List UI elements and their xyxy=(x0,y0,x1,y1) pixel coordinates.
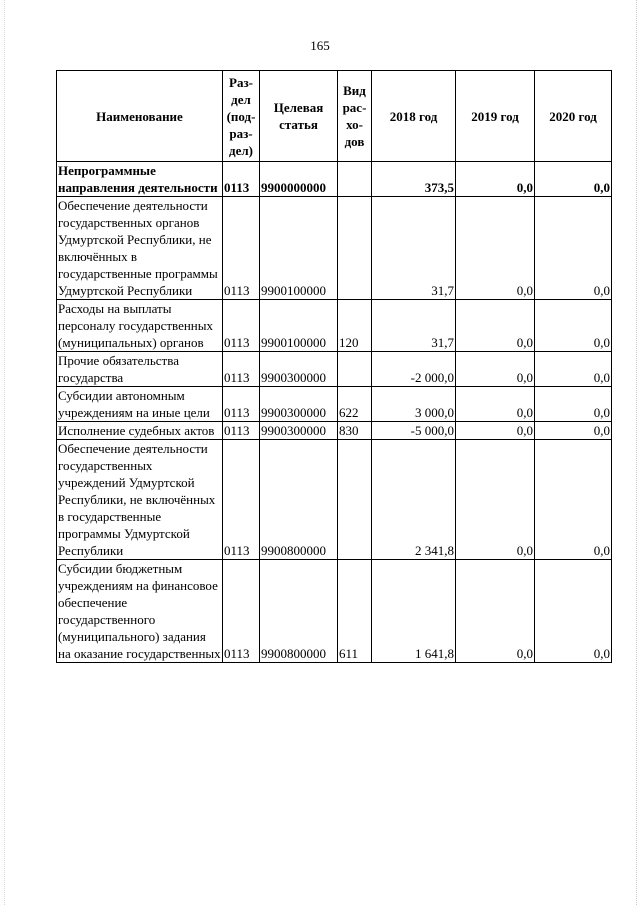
row-target: 9900100000 xyxy=(260,197,338,300)
row-2018: 2 341,8 xyxy=(372,440,456,560)
row-name: Непрограммные направления деятельности xyxy=(57,162,223,197)
row-target: 9900100000 xyxy=(260,300,338,352)
row-2018: 31,7 xyxy=(372,300,456,352)
row-type: 622 xyxy=(338,387,372,422)
row-name: Обеспечение деятельности государственных органов Удмуртской Республики, не включённых в государственные программы Удмуртской Республики xyxy=(57,197,223,300)
row-2018: -2 000,0 xyxy=(372,352,456,387)
row-target: 9900800000 xyxy=(260,560,338,663)
table-header-row xyxy=(57,71,612,162)
header-expense-type: Вид рас- хо- дов xyxy=(338,71,372,162)
table-row xyxy=(57,560,612,663)
header-target: Целевая статья xyxy=(260,71,338,162)
row-section: 0113 xyxy=(223,162,260,197)
header-2018: 2018 год xyxy=(372,71,456,162)
row-2018: 1 641,8 xyxy=(372,560,456,663)
row-2018: 31,7 xyxy=(372,197,456,300)
row-section: 0113 xyxy=(223,197,260,300)
row-section: 0113 xyxy=(223,560,260,663)
table-row xyxy=(57,387,612,422)
row-2020: 0,0 xyxy=(535,197,612,300)
scan-edge-left xyxy=(4,0,6,905)
row-2019: 0,0 xyxy=(456,162,535,197)
table-row xyxy=(57,422,612,440)
row-type xyxy=(338,197,372,300)
budget-table xyxy=(56,70,612,663)
table-row xyxy=(57,352,612,387)
page-number: 165 xyxy=(310,38,330,53)
row-type: 120 xyxy=(338,300,372,352)
row-type xyxy=(338,352,372,387)
row-name: Прочие обязательства государства xyxy=(57,352,223,387)
row-type: 830 xyxy=(338,422,372,440)
row-section: 0113 xyxy=(223,300,260,352)
row-type xyxy=(338,162,372,197)
header-section: Раз- дел (под- раз- дел) xyxy=(223,71,260,162)
row-name: Субсидии бюджетным учреждениям на финансовое обеспечение государственного (муниципального) задания на оказание государственных xyxy=(58,561,221,661)
row-2019: 0,0 xyxy=(456,422,535,440)
table-row xyxy=(57,162,612,197)
row-section: 0113 xyxy=(223,387,260,422)
row-target: 9900300000 xyxy=(260,422,338,440)
row-2019: 0,0 xyxy=(456,352,535,387)
row-type: 611 xyxy=(338,560,372,663)
row-2018: 3 000,0 xyxy=(372,387,456,422)
header-2019: 2019 год xyxy=(456,71,535,162)
row-2020: 0,0 xyxy=(535,300,612,352)
scan-edge-right xyxy=(635,0,637,905)
row-2020: 0,0 xyxy=(535,440,612,560)
row-target: 9900300000 xyxy=(260,387,338,422)
header-name: Наименование xyxy=(57,71,223,162)
row-name: Субсидии автономным учреждениям на иные цели xyxy=(57,387,223,422)
row-2020: 0,0 xyxy=(535,422,612,440)
row-section: 0113 xyxy=(223,352,260,387)
row-name: Обеспечение деятельности государственных учреждений Удмуртской Республики, не включённых в государственные программы Удмуртской Республики xyxy=(57,440,223,560)
row-target: 9900300000 xyxy=(260,352,338,387)
row-2019: 0,0 xyxy=(456,560,535,663)
row-2019: 0,0 xyxy=(456,197,535,300)
row-name: Исполнение судебных актов xyxy=(57,422,223,440)
row-2020: 0,0 xyxy=(535,352,612,387)
row-2020: 0,0 xyxy=(535,560,612,663)
header-2020: 2020 год xyxy=(535,71,612,162)
row-2019: 0,0 xyxy=(456,300,535,352)
row-2019: 0,0 xyxy=(456,440,535,560)
row-name: Расходы на выплаты персоналу государственных (муниципальных) органов xyxy=(57,300,223,352)
row-section: 0113 xyxy=(223,440,260,560)
table-row xyxy=(57,300,612,352)
table-row xyxy=(57,197,612,300)
row-2018: 373,5 xyxy=(372,162,456,197)
table-row xyxy=(57,440,612,560)
row-target: 9900800000 xyxy=(260,440,338,560)
row-2020: 0,0 xyxy=(535,162,612,197)
row-target: 9900000000 xyxy=(260,162,338,197)
row-type xyxy=(338,440,372,560)
row-2018: -5 000,0 xyxy=(372,422,456,440)
row-2019: 0,0 xyxy=(456,387,535,422)
row-2020: 0,0 xyxy=(535,387,612,422)
row-section: 0113 xyxy=(223,422,260,440)
